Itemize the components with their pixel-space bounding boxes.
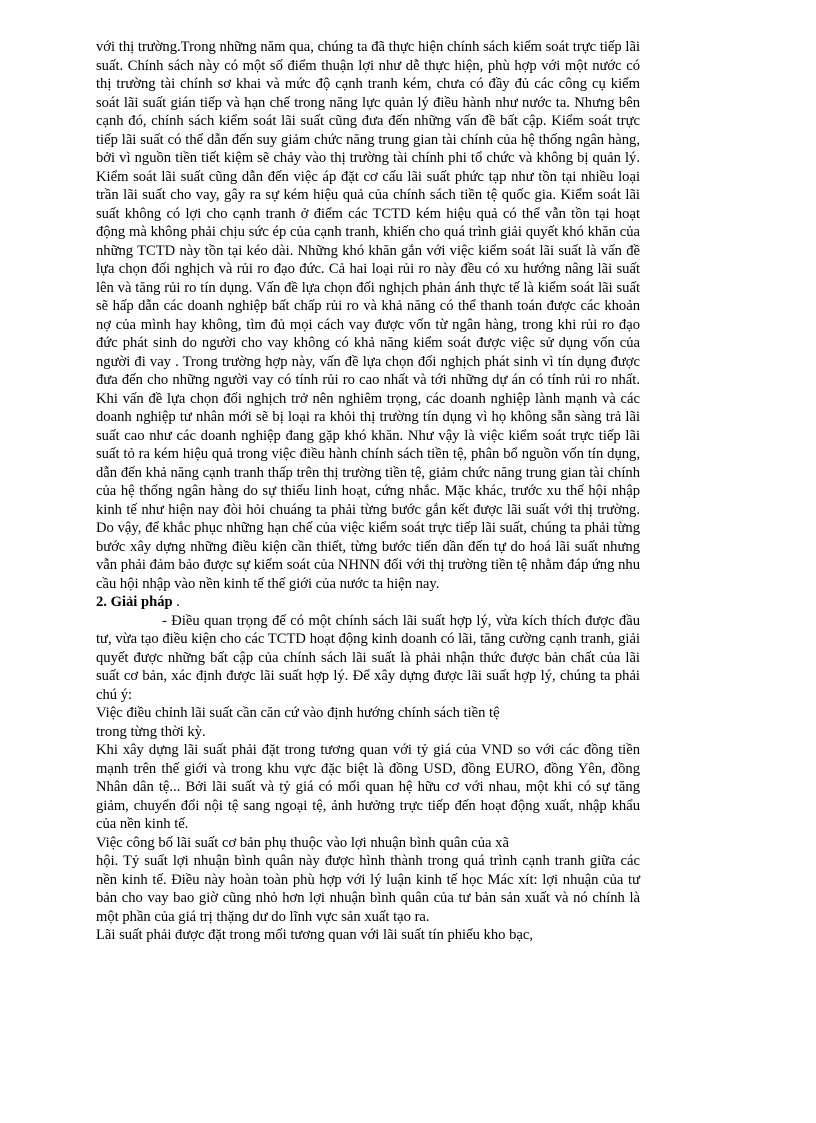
document-page <box>96 38 640 945</box>
list-item-line: hội. Tỷ suất lợi nhuận bình quân này được hình thành trong quá trình cạnh tranh giữa các nền kinh tế. Điều này hoàn toàn phù hợp với lý luận kinh tế học Mác xít: lợi nhuận của tư bản cho vay bao giờ cũng nhỏ hơn lợi nhuận bình quân của tư bản sản xuất và nó chính là một phần của giá trị thặng dư do lĩnh vực sản xuất tạo ra. <box>96 853 640 925</box>
intro-paragraph: - Điều quan trọng để có một chính sách lãi suất hợp lý, vừa kích thích được đầu tư, vừa tạo điều kiện cho các TCTD hoạt động kinh doanh có lãi, tăng cường cạnh tranh, giải quyết được những bất cập của chính sách lãi suất là phải nhận thức được bản chất của lãi suất cơ bản, xác định được lãi suất hợp lý. Để xây dựng được lãi suất hợp lý, chúng ta phải chú ý: <box>96 612 640 703</box>
section-heading-title: 2. Giải pháp <box>96 594 173 610</box>
list-item <box>96 704 640 741</box>
list-item-line: Việc điều chỉnh lãi suất cần căn cứ vào định hướng chính sách tiền tệ <box>96 705 500 721</box>
body-paragraph: với thị trường.Trong những năm qua, chúng ta đã thực hiện chính sách kiểm soát trực tiếp lãi suất. Chính sách này có một số điểm thuận lợi như dễ thực hiện, phù hợp với một nước có thị trường tài chính sơ khai và mức độ cạnh tranh kém, chưa có đầy đủ các công cụ kiểm soát lãi suất gián tiếp và hạn chế trong năng lực quản lý điều hành như nước ta. Nhưng bên cạnh đó, chính sách kiểm soát lãi suất cũng đưa đến những vấn đề bất cập. Kiểm soát trực tiếp lãi suất có thể dẫn đến suy giảm chức năng trung gian tài chính của hệ thống ngân hàng, bởi vì nguồn tiền tiết kiệm sẽ chảy vào thị trường tài chính phi tổ chức và không bị quản lý. Kiểm soát lãi suất cũng dẫn đến việc áp đặt cơ cấu lãi suất phức tạp như tồn tại nhiều loại trần lãi suất cho vay, gây ra sự kém hiệu quả của chính sách tiền tệ quốc gia. Kiểm soát lãi suất không có lợi cho cạnh tranh ở điểm các TCTD kém hiệu quả có thể vẫn tồn tại hoạt động mà không phải chịu sức ép của cạnh tranh, khiến cho quá trình giải quyết khó khăn của những TCTD này tồn tại kéo dài. Những khó khăn gắn với việc kiểm soát lãi suất là vấn đề lựa chọn đối nghịch và rủi ro đạo đức. Cả hai loại rủi ro này đều có xu hướng nâng lãi suất lên và tăng rủi ro tín dụng. Vấn đề lựa chọn đối nghịch phản ánh thực tế là kiểm soát lãi suất sẽ hấp dẫn các doanh nghiệp bất chấp rủi ro và khả năng có thể thanh toán được các khoản nợ của mình hay không, tìm đủ mọi cách vay được vốn từ ngân hàng, trong khi rủi ro đạo đức phát sinh do người cho vay không có khả năng kiểm soát được việc sử dụng vốn của người đi vay . Trong trường hợp này, vấn đề lựa chọn đối nghịch phát sinh vì tín dụng được đưa đến cho những người vay có tính rủi ro cao nhất và tới những dự án có tính rủi ro nhất. Khi vấn đề lựa chọn đối nghịch trở nên nghiêm trọng, các doanh nghiệp lành mạnh và các doanh nghiệp tư nhân mới sẽ bị loại ra khỏi thị trường tín dụng vì họ không sẵn sàng trả lãi suất cao như các doanh nghiệp đang gặp khó khăn. Như vậy là việc kiểm soát trực tiếp lãi suất tỏ ra kém hiệu quả trong việc điều hành chính sách tiền tệ, phân bổ nguồn vốn tín dụng, dẫn đến khả năng cạnh tranh thấp trên thị trường tiền tệ, giảm chức năng trung gian tài chính của hệ thống ngân hàng do sự thiếu linh hoạt, cứng nhắc. Mặc khác, trước xu thế hội nhập kinh tế như hiện nay đòi hỏi chuáng ta phải từng bước gắn kết được lãi suất với thị trường. Do vậy, để khắc phục những hạn chế của việc kiểm soát trực tiếp lãi suất, chúng ta phải từng bước xây dựng những điều kiện cần thiết, từng bước tiến dần đến tự do hoá lãi suất nhưng vẫn phải đảm bảo được sự kiểm soát của NHNN đối với thị trường tiền tệ nhằm đáp ứng nhu cầu hội nhập vào nền kinh tế thế giới của nước ta hiện nay. <box>96 39 640 592</box>
list-item-line: trong từng thời kỳ. <box>96 723 206 740</box>
section-heading-suffix: . <box>172 594 180 610</box>
section-heading <box>96 593 640 612</box>
list-item <box>96 834 640 927</box>
list-item-line: Việc công bố lãi suất cơ bản phụ thuộc vào lợi nhuận bình quân của xã <box>96 834 509 851</box>
list-item: Khi xây dựng lãi suất phải đặt trong tương quan với tỷ giá của VND so với các đồng tiền mạnh trên thế giới và trong khu vực đặc biệt là đồng USD, đồng EURO, đồng Yên, đồng Nhân dân tệ... Bởi lãi suất và tỷ giá có mối quan hệ hữu cơ với nhau, một khi có sự tăng giảm, chuyển đổi nội tệ sang ngoại tệ, ảnh hưởng trực tiếp đến hoạt động xuất, nhập khẩu của nền kinh tế. <box>96 742 640 832</box>
list-item: Lãi suất phải được đặt trong mối tương quan với lãi suất tín phiếu kho bạc, <box>96 927 533 943</box>
